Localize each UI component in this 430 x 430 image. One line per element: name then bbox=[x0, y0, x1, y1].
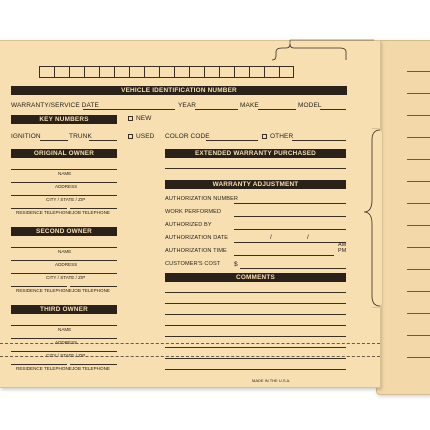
owner-residence-phone-label: RESIDENCE TELEPHONE bbox=[16, 366, 72, 371]
authorization-date-label: AUTHORIZATION DATE bbox=[165, 235, 229, 241]
owner-name-label: NAME bbox=[58, 327, 72, 332]
comment-line[interactable] bbox=[165, 369, 346, 370]
vin-digit-box[interactable] bbox=[204, 66, 219, 78]
comment-line[interactable] bbox=[165, 303, 346, 304]
owner-job-phone-label: JOB TELEPHONE bbox=[72, 288, 110, 293]
vin-digit-box[interactable] bbox=[279, 66, 294, 78]
vin-digit-box[interactable] bbox=[264, 66, 279, 78]
vin-digit-box[interactable] bbox=[114, 66, 129, 78]
date-separator-2: / bbox=[307, 234, 309, 241]
perforation-line-2 bbox=[0, 356, 380, 357]
extended-warranty-title-bar: EXTENDED WARRANTY PURCHASED bbox=[165, 149, 346, 158]
vin-digit-box[interactable] bbox=[249, 66, 264, 78]
owner-name-field[interactable] bbox=[11, 325, 117, 326]
owner-city-label: CITY / STATE / ZIP bbox=[46, 197, 86, 202]
owner-title-bar: ORIGINAL OWNER bbox=[11, 149, 117, 158]
warranty-service-date-field[interactable] bbox=[83, 109, 175, 110]
vin-digit-box[interactable] bbox=[174, 66, 189, 78]
owner-job-phone-field[interactable] bbox=[70, 286, 117, 287]
owner-job-phone-field[interactable] bbox=[70, 208, 117, 209]
owner-address-field[interactable] bbox=[11, 260, 117, 261]
customer-cost-field[interactable] bbox=[240, 268, 346, 269]
owner-title-bar: SECOND OWNER bbox=[11, 227, 117, 236]
authorization-time-field[interactable] bbox=[234, 255, 334, 256]
currency-symbol: $ bbox=[234, 261, 238, 268]
owner-title-bar: THIRD OWNER bbox=[11, 305, 117, 314]
authorization-number-label: AUTHORIZATION NUMBER bbox=[165, 196, 239, 202]
other-checkbox[interactable] bbox=[262, 134, 267, 139]
owner-name-label: NAME bbox=[58, 249, 72, 254]
owner-address-field[interactable] bbox=[11, 338, 117, 339]
vin-digit-box[interactable] bbox=[219, 66, 234, 78]
authorized-by-label: AUTHORIZED BY bbox=[165, 222, 212, 228]
make-field[interactable] bbox=[258, 109, 296, 110]
authorization-date-field[interactable] bbox=[234, 242, 346, 243]
used-label: USED bbox=[136, 133, 155, 140]
vin-title-bar: VEHICLE IDENTIFICATION NUMBER bbox=[11, 86, 347, 95]
comments-title-bar: COMMENTS bbox=[165, 273, 346, 282]
owner-residence-phone-label: RESIDENCE TELEPHONE bbox=[16, 288, 72, 293]
owner-job-phone-field[interactable] bbox=[70, 364, 117, 365]
owner-residence-phone-label: RESIDENCE TELEPHONE bbox=[16, 210, 72, 215]
owner-job-phone-label: JOB TELEPHONE bbox=[72, 366, 110, 371]
customer-cost-label: CUSTOMER'S COST bbox=[165, 261, 221, 267]
comment-line[interactable] bbox=[165, 325, 346, 326]
owner-city-field[interactable] bbox=[11, 195, 117, 196]
owner-city-label: CITY / STATE / ZIP bbox=[46, 275, 86, 280]
key-numbers-title-bar: KEY NUMBERS bbox=[11, 115, 117, 124]
make-label: MAKE bbox=[240, 102, 259, 109]
color-code-field[interactable] bbox=[206, 140, 258, 141]
am-label: AM bbox=[338, 242, 347, 248]
ignition-field[interactable] bbox=[40, 140, 68, 141]
warranty-adjustment-title-bar: WARRANTY ADJUSTMENT bbox=[165, 180, 346, 189]
work-performed-label: WORK PERFORMED bbox=[165, 209, 222, 215]
vin-digit-box[interactable] bbox=[129, 66, 144, 78]
owner-address-label: ADDRESS bbox=[55, 262, 78, 267]
vin-digit-box[interactable] bbox=[69, 66, 84, 78]
warranty-service-date-label: WARRANTY/SERVICE DATE bbox=[11, 102, 99, 109]
owner-residence-phone-field[interactable] bbox=[11, 208, 67, 209]
vin-digit-box[interactable] bbox=[159, 66, 174, 78]
model-label: MODEL bbox=[298, 102, 322, 109]
owner-address-label: ADDRESS bbox=[55, 340, 78, 345]
date-separator-1: / bbox=[270, 234, 272, 241]
new-checkbox[interactable] bbox=[128, 116, 133, 121]
comment-line[interactable] bbox=[165, 347, 346, 348]
comment-line[interactable] bbox=[165, 314, 346, 315]
work-performed-field[interactable] bbox=[234, 216, 346, 217]
vin-digit-box[interactable] bbox=[84, 66, 99, 78]
extended-warranty-line-1[interactable] bbox=[165, 168, 346, 169]
owner-residence-phone-field[interactable] bbox=[11, 286, 67, 287]
owner-residence-phone-field[interactable] bbox=[11, 364, 67, 365]
authorization-number-field[interactable] bbox=[234, 203, 346, 204]
ignition-label: IGNITION bbox=[11, 133, 41, 140]
trunk-label: TRUNK bbox=[69, 133, 92, 140]
owner-job-phone-label: JOB TELEPHONE bbox=[72, 210, 110, 215]
other-field[interactable] bbox=[292, 140, 346, 141]
vin-digit-box[interactable] bbox=[54, 66, 69, 78]
authorization-time-label: AUTHORIZATION TIME bbox=[165, 248, 227, 254]
comment-line[interactable] bbox=[165, 358, 346, 359]
owner-city-label: CITY / STATE / ZIP bbox=[46, 353, 86, 358]
vin-digit-box[interactable] bbox=[234, 66, 249, 78]
comment-line[interactable] bbox=[165, 336, 346, 337]
year-field[interactable] bbox=[195, 109, 238, 110]
owner-name-field[interactable] bbox=[11, 247, 117, 248]
perforation-line-1 bbox=[0, 343, 380, 344]
other-label: OTHER bbox=[270, 133, 294, 140]
model-field[interactable] bbox=[320, 109, 346, 110]
pm-label: PM bbox=[338, 248, 347, 254]
year-label: YEAR bbox=[178, 102, 197, 109]
made-in-label: MADE IN THE U.S.A. bbox=[252, 378, 291, 383]
vin-digit-box[interactable] bbox=[144, 66, 159, 78]
used-checkbox[interactable] bbox=[128, 134, 133, 139]
color-code-label: COLOR CODE bbox=[165, 133, 210, 140]
vin-digit-box[interactable] bbox=[99, 66, 114, 78]
trunk-field[interactable] bbox=[89, 140, 117, 141]
owner-address-label: ADDRESS bbox=[55, 184, 78, 189]
new-label: NEW bbox=[136, 115, 152, 122]
owner-name-field[interactable] bbox=[11, 169, 117, 170]
owner-name-label: NAME bbox=[58, 171, 72, 176]
vin-digit-box[interactable] bbox=[189, 66, 204, 78]
owner-address-field[interactable] bbox=[11, 182, 117, 183]
owner-city-field[interactable] bbox=[11, 351, 117, 352]
vin-digit-box[interactable] bbox=[39, 66, 54, 78]
comment-line[interactable] bbox=[165, 292, 346, 293]
owner-city-field[interactable] bbox=[11, 273, 117, 274]
authorized-by-field[interactable] bbox=[234, 229, 346, 230]
vin-box-row bbox=[39, 66, 294, 78]
